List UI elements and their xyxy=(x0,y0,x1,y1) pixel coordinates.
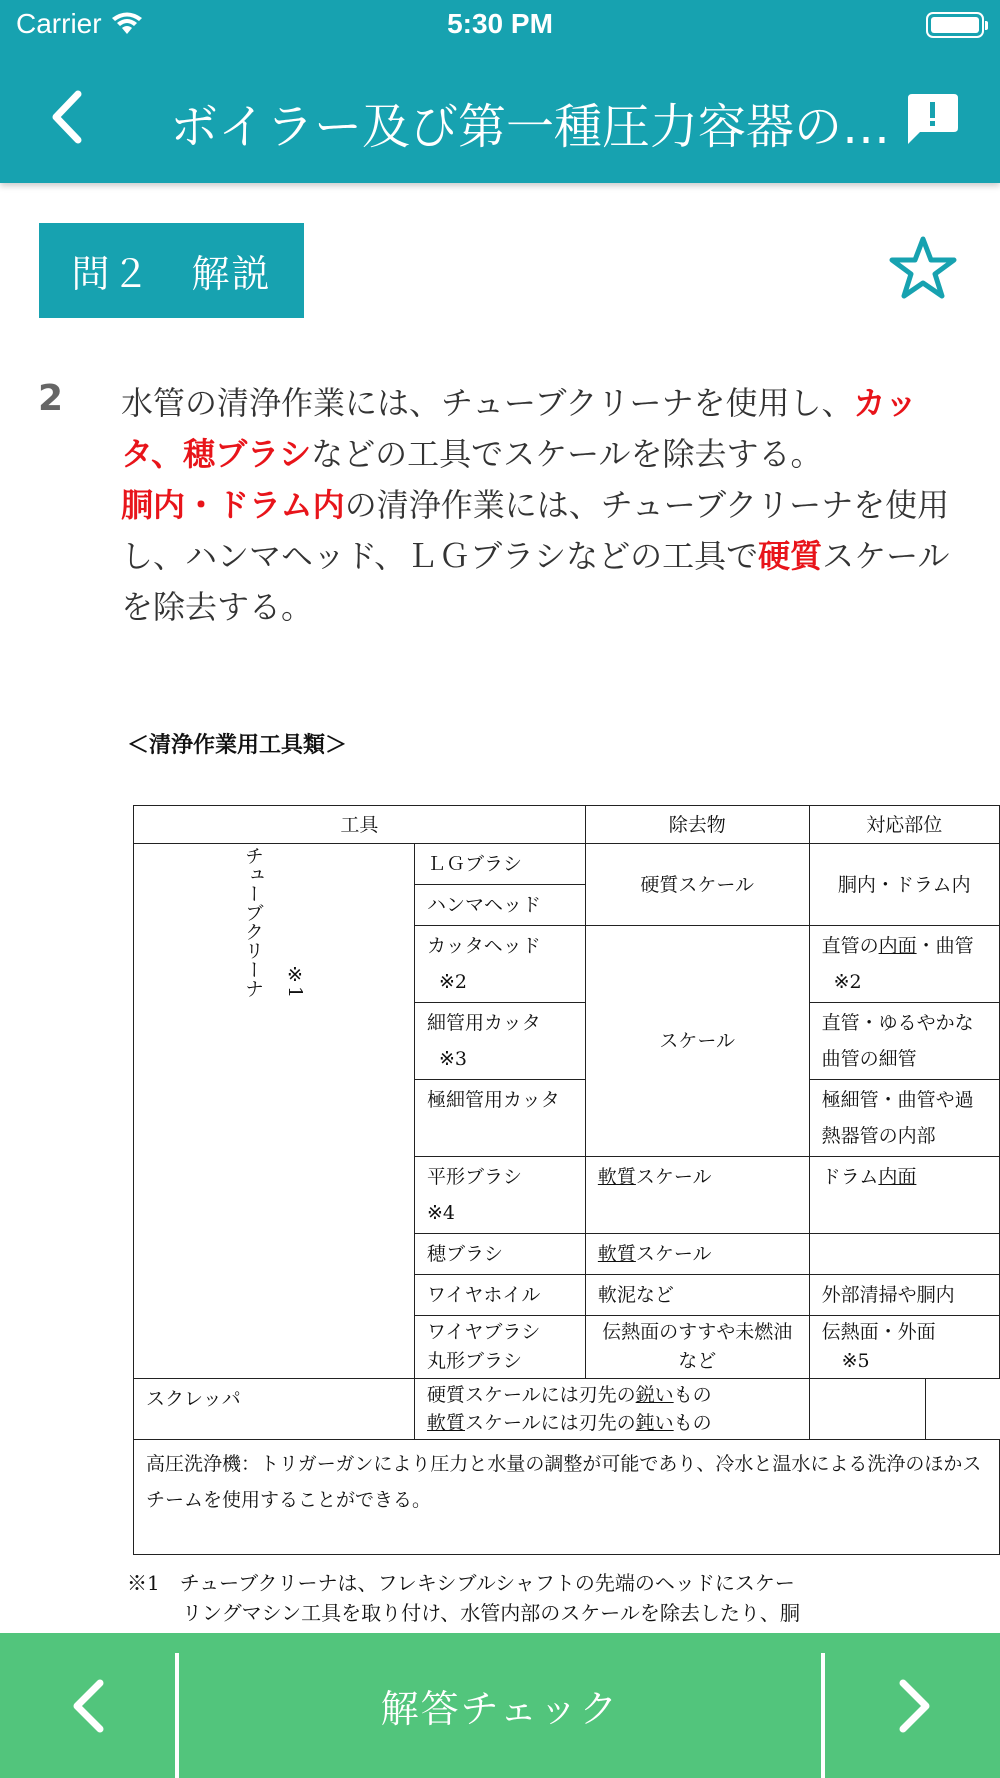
scraper-line-b xyxy=(427,1409,797,1437)
header-tool: 工具 xyxy=(134,806,586,844)
chevron-right-icon xyxy=(825,1633,1000,1778)
cell-scraper-blank xyxy=(809,1379,926,1440)
drum-text: ドラム xyxy=(821,1166,879,1188)
feedback-icon xyxy=(904,90,960,146)
highlighted-term: カッタ、穂ブラシ xyxy=(121,384,918,473)
heat-surface-note: ※5 xyxy=(841,1350,870,1372)
cell-drum-inside: 胴内・ドラム内 xyxy=(809,844,999,926)
flat-brush-text: 平形ブラシ xyxy=(427,1166,523,1188)
footnote-line-1: ※1 チューブクリーナは、フレキシブルシャフトの先端のヘッドにスケー xyxy=(127,1571,795,1595)
soft-1: 軟質 xyxy=(597,1166,636,1188)
explanation-segment: スケールを除去する。 xyxy=(121,537,950,626)
cell-outside-clean: 外部清掃や胴内 xyxy=(809,1275,999,1316)
tube-cleaner-text: チューブクリーナ xyxy=(241,846,264,998)
cell-washer: 高圧洗浄機：トリガーガンにより圧力と水量の調整が可能であり、冷水と温水による洗浄のほかスチームを使用することができる。 xyxy=(134,1440,1000,1555)
cell-hammer-head: ハンマヘッド xyxy=(415,885,586,926)
cell-cutter-head xyxy=(415,926,586,1003)
cell-soot: 伝熱面のすすや未燃油など xyxy=(585,1316,809,1379)
cell-heat-surface xyxy=(809,1316,999,1379)
cell-soft-scale-1 xyxy=(585,1157,809,1234)
tube-cleaner-label xyxy=(237,846,269,998)
scraper-a1: 硬質スケールには刃先の xyxy=(427,1384,636,1406)
chevron-left-icon xyxy=(40,82,100,152)
scraper-b3: もの xyxy=(673,1412,712,1434)
highlighted-term: 硬質 xyxy=(758,537,823,575)
cell-ultra-thin-pipe: 極細管・曲管や過熱器管の内部 xyxy=(809,1080,999,1157)
straight-pipe-note: ※2 xyxy=(833,971,862,993)
cell-thin-pipe: 直管・ゆるやかな曲管の細管 xyxy=(809,1003,999,1080)
footnote-line-2: リングマシン工具を取り付け、水管内部のスケールを除去したり、胴 xyxy=(182,1601,800,1625)
page-title: ボイラー及び第一種圧力容器の… xyxy=(170,99,890,155)
tube-cleaner-cell xyxy=(134,844,415,1379)
footnote xyxy=(127,1568,867,1628)
cell-scraper-desc xyxy=(415,1379,810,1440)
soft-2: 軟質 xyxy=(597,1243,636,1265)
cell-sludge: 軟泥など xyxy=(585,1275,809,1316)
straight-pipe-inner: 内面 xyxy=(878,935,917,957)
flat-brush-note: ※4 xyxy=(427,1202,456,1224)
table-title: ＜清浄作業用工具類＞ xyxy=(127,732,348,758)
scraper-b1: スケールには刃先の xyxy=(465,1412,636,1434)
chevron-left-icon xyxy=(0,1633,175,1778)
favorite-button[interactable] xyxy=(888,235,958,301)
cutter-head-text: カッタヘッド xyxy=(427,935,541,957)
answer-check-button[interactable]: 解答チェック xyxy=(380,1687,620,1731)
straight-pipe-b: ・曲管 xyxy=(916,935,974,957)
header xyxy=(0,0,1000,183)
scraper-a3: もの xyxy=(673,1384,712,1406)
highlighted-term: 胴内・ドラム内 xyxy=(121,486,345,524)
cell-soft-scale-2 xyxy=(585,1234,809,1275)
thin-cutter-note: ※3 xyxy=(439,1048,468,1070)
note1-mark: ※1 xyxy=(284,963,307,998)
explanation-segment: などの工具でスケールを除去する。 xyxy=(311,435,823,473)
scale-suffix-2: スケール xyxy=(635,1243,712,1265)
scraper-line-a xyxy=(427,1381,797,1409)
bottom-bar xyxy=(0,1633,1000,1778)
report-button[interactable] xyxy=(904,90,960,146)
cell-wire-brush xyxy=(415,1316,586,1379)
cell-drum-inner xyxy=(809,1157,999,1234)
carrier-text: Carrier xyxy=(16,8,102,39)
cell-flat-brush xyxy=(415,1157,586,1234)
explanation-segment: の清浄作業には、チューブクリーナを使用し、ハンマヘッド、ＬＧブラシなどの工具で xyxy=(121,486,950,575)
status-bar xyxy=(0,0,1000,50)
star-icon xyxy=(888,235,958,301)
nav-bar xyxy=(0,60,1000,175)
cell-wire-wheel: ワイヤホイル xyxy=(415,1275,586,1316)
next-button[interactable] xyxy=(825,1633,1000,1778)
tool-table xyxy=(133,805,1000,1555)
heat-surface-text: 伝熱面・外面 xyxy=(821,1321,936,1343)
scraper-a2: 鋭い xyxy=(635,1384,674,1406)
straight-pipe-a: 直管の xyxy=(821,935,879,957)
cell-scale: スケール xyxy=(585,926,809,1157)
cell-ultra-thin-cutter: 極細管用カッタ xyxy=(415,1080,586,1157)
drum-inner-text: 内面 xyxy=(878,1166,917,1188)
cell-empty xyxy=(809,1234,999,1275)
prev-button[interactable] xyxy=(0,1633,175,1778)
straight-pipe-line xyxy=(822,928,987,964)
cell-lg-brush: ＬＧブラシ xyxy=(415,844,586,885)
cell-straight-pipe xyxy=(809,926,999,1003)
explanation-segment: 水管の清浄作業には、チューブクリーナを使用し、 xyxy=(121,384,854,422)
status-time: 5:30 PM xyxy=(447,8,553,39)
battery-icon xyxy=(926,12,984,38)
cell-ear-brush: 穂ブラシ xyxy=(415,1234,586,1275)
header-removed: 除去物 xyxy=(585,806,809,844)
wire-brush-text: ワイヤブラシ xyxy=(427,1321,541,1343)
explanation-text xyxy=(121,378,971,633)
cell-thin-cutter xyxy=(415,1003,586,1080)
thin-cutter-text: 細管用カッタ xyxy=(427,1012,541,1034)
question-number: 2 xyxy=(38,378,64,419)
cutter-head-note: ※2 xyxy=(439,971,468,993)
scale-suffix-1: スケール xyxy=(635,1166,712,1188)
cell-scraper: スクレッパ xyxy=(134,1379,415,1440)
content-area[interactable] xyxy=(0,183,1000,1633)
question-badge: 問２ 解説 xyxy=(39,223,304,318)
back-button[interactable] xyxy=(40,82,100,152)
cell-hard-scale: 硬質スケール xyxy=(585,844,809,926)
scraper-b2: 鈍い xyxy=(635,1412,674,1434)
scraper-b0: 軟質 xyxy=(427,1412,466,1434)
round-brush-text: 丸形ブラシ xyxy=(427,1350,523,1372)
header-part: 対応部位 xyxy=(809,806,999,844)
